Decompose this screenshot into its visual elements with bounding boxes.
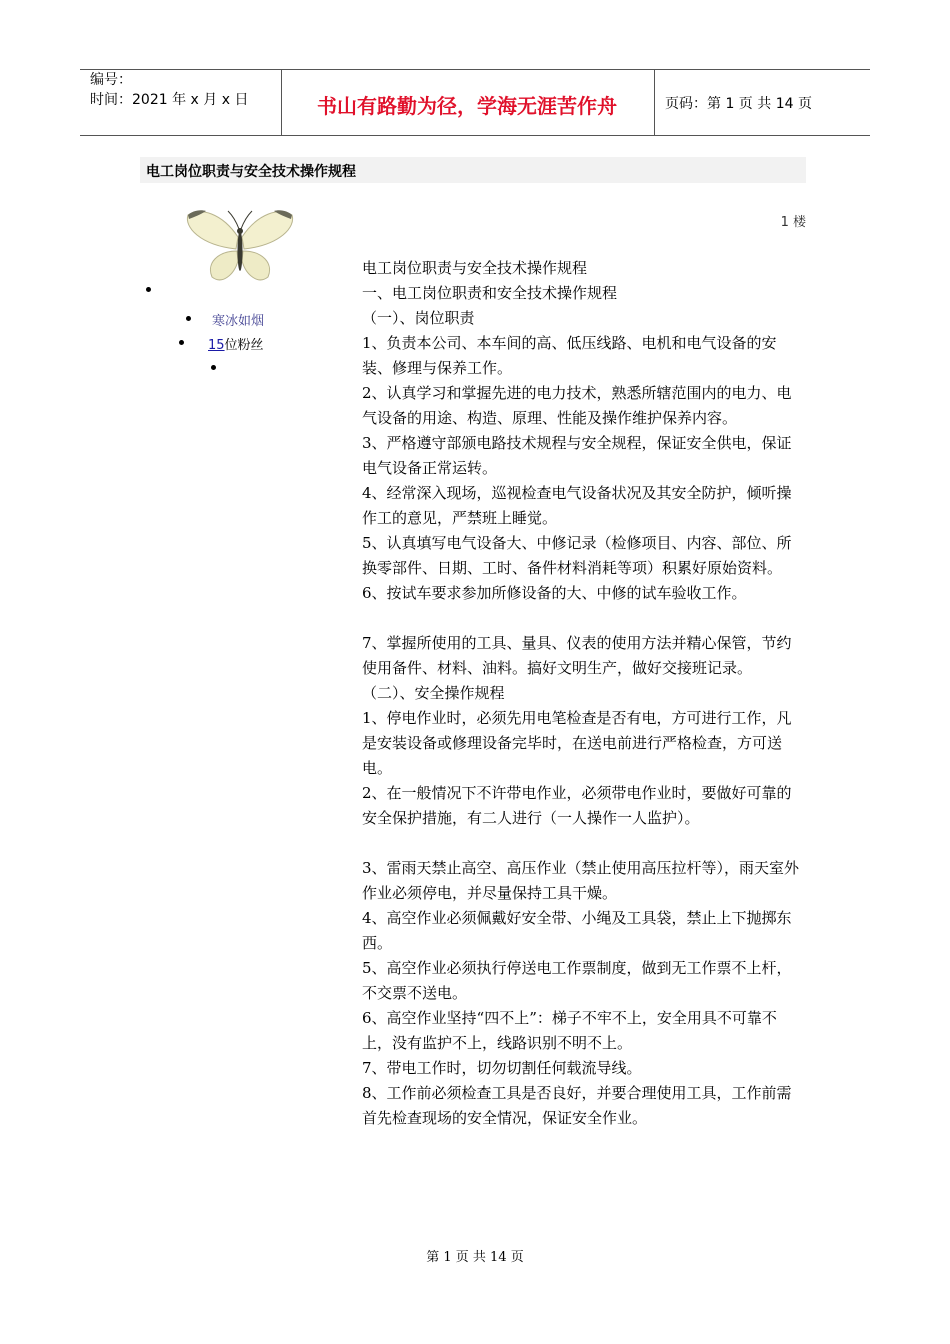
content-line: 7、带电工作时，切勿切割任何载流导线。 [362, 1059, 642, 1077]
content-line: 8、工作前必须检查工具是否良好，并要合理使用工具，工作前需首先检查现场的安全情况，保证安全作业。 [362, 1084, 792, 1127]
blank-line [362, 831, 802, 856]
butterfly-avatar[interactable] [182, 205, 297, 295]
content-line: 一、电工岗位职责和安全技术操作规程 [362, 284, 618, 302]
list-bullet [146, 287, 151, 292]
post-content [362, 256, 802, 1131]
header-page-info: 页码：第 1 页 共 14 页 [665, 96, 812, 112]
document-number-label: 编号： [90, 72, 132, 88]
content-line: 2、认真学习和掌握先进的电力技术，熟悉所辖范围内的电力、电气设备的用途、构造、原理、性能及操作维护保养内容。 [362, 384, 792, 427]
content-line: （二）、安全操作规程 [362, 684, 505, 702]
header-divider-right [654, 69, 655, 135]
content-line: 6、按试车要求参加所修设备的大、中修的试车验收工作。 [362, 584, 747, 602]
content-line: 7、掌握所使用的工具、量具、仪表的使用方法并精心保管，节约使用备件、材料、油料。搞好文明生产，做好交接班记录。 [362, 634, 792, 677]
user-name-link[interactable]: 寒冰如烟 [212, 314, 265, 329]
content-line: （一）、岗位职责 [362, 309, 475, 327]
header-motto: 书山有路勤为径，学海无涯苦作舟 [317, 94, 617, 118]
content-line: 6、高空作业坚持“四不上”：梯子不牢不上，安全用具不可靠不上，没有监护不上，线路识别不明不上。 [362, 1009, 777, 1052]
content-line: 4、高空作业必须佩戴好安全带、小绳及工具袋，禁止上下抛掷东西。 [362, 909, 792, 952]
fans-suffix: 位粉丝 [224, 338, 264, 353]
list-bullet [186, 316, 191, 321]
content-line: 1、停电作业时，必须先用电笔检查是否有电，方可进行工作，凡是安装设备或修理设备完毕时，在送电前进行严格检查，方可送电。 [362, 709, 792, 777]
floor-number: 1 楼 [780, 215, 806, 230]
fans-info [208, 334, 264, 353]
post-title: 电工岗位职责与安全技术操作规程 [146, 164, 356, 180]
post-title-bar [140, 157, 806, 183]
content-line: 5、认真填写电气设备大、中修记录（检修项目、内容、部位、所换零部件、日期、工时、备件材料消耗等项）积累好原始资料。 [362, 534, 792, 577]
content-line: 1、负责本公司、本车间的高、低压线路、电机和电气设备的安装、修理与保养工作。 [362, 334, 777, 377]
blank-line [362, 606, 802, 631]
content-line: 2、在一般情况下不许带电作业，必须带电作业时，要做好可靠的安全保护措施，有二人进行（一人操作一人监护）。 [362, 784, 792, 827]
page-footer: 第 1 页 共 14 页 [426, 1250, 524, 1265]
content-line: 5、高空作业必须执行停送电工作票制度，做到无工作票不上杆，不交票不送电。 [362, 959, 792, 1002]
list-bullet [179, 340, 184, 345]
header-bottom-border [80, 135, 870, 136]
content-line: 电工岗位职责与安全技术操作规程 [362, 259, 588, 277]
content-line: 4、经常深入现场，巡视检查电气设备状况及其安全防护，倾听操作工的意见，严禁班上睡觉。 [362, 484, 792, 527]
list-bullet [211, 365, 216, 370]
document-time-label: 时间：2021 年 x 月 x 日 [90, 92, 249, 108]
header-left-info [90, 70, 248, 110]
fans-count-link[interactable]: 15 [208, 338, 225, 353]
content-line: 3、严格遵守部颁电路技术规程与安全规程，保证安全供电，保证电气设备正常运转。 [362, 434, 792, 477]
content-line: 3、雷雨天禁止高空、高压作业（禁止使用高压拉杆等），雨天室外作业必须停电，并尽量保持工具干燥。 [362, 859, 800, 902]
